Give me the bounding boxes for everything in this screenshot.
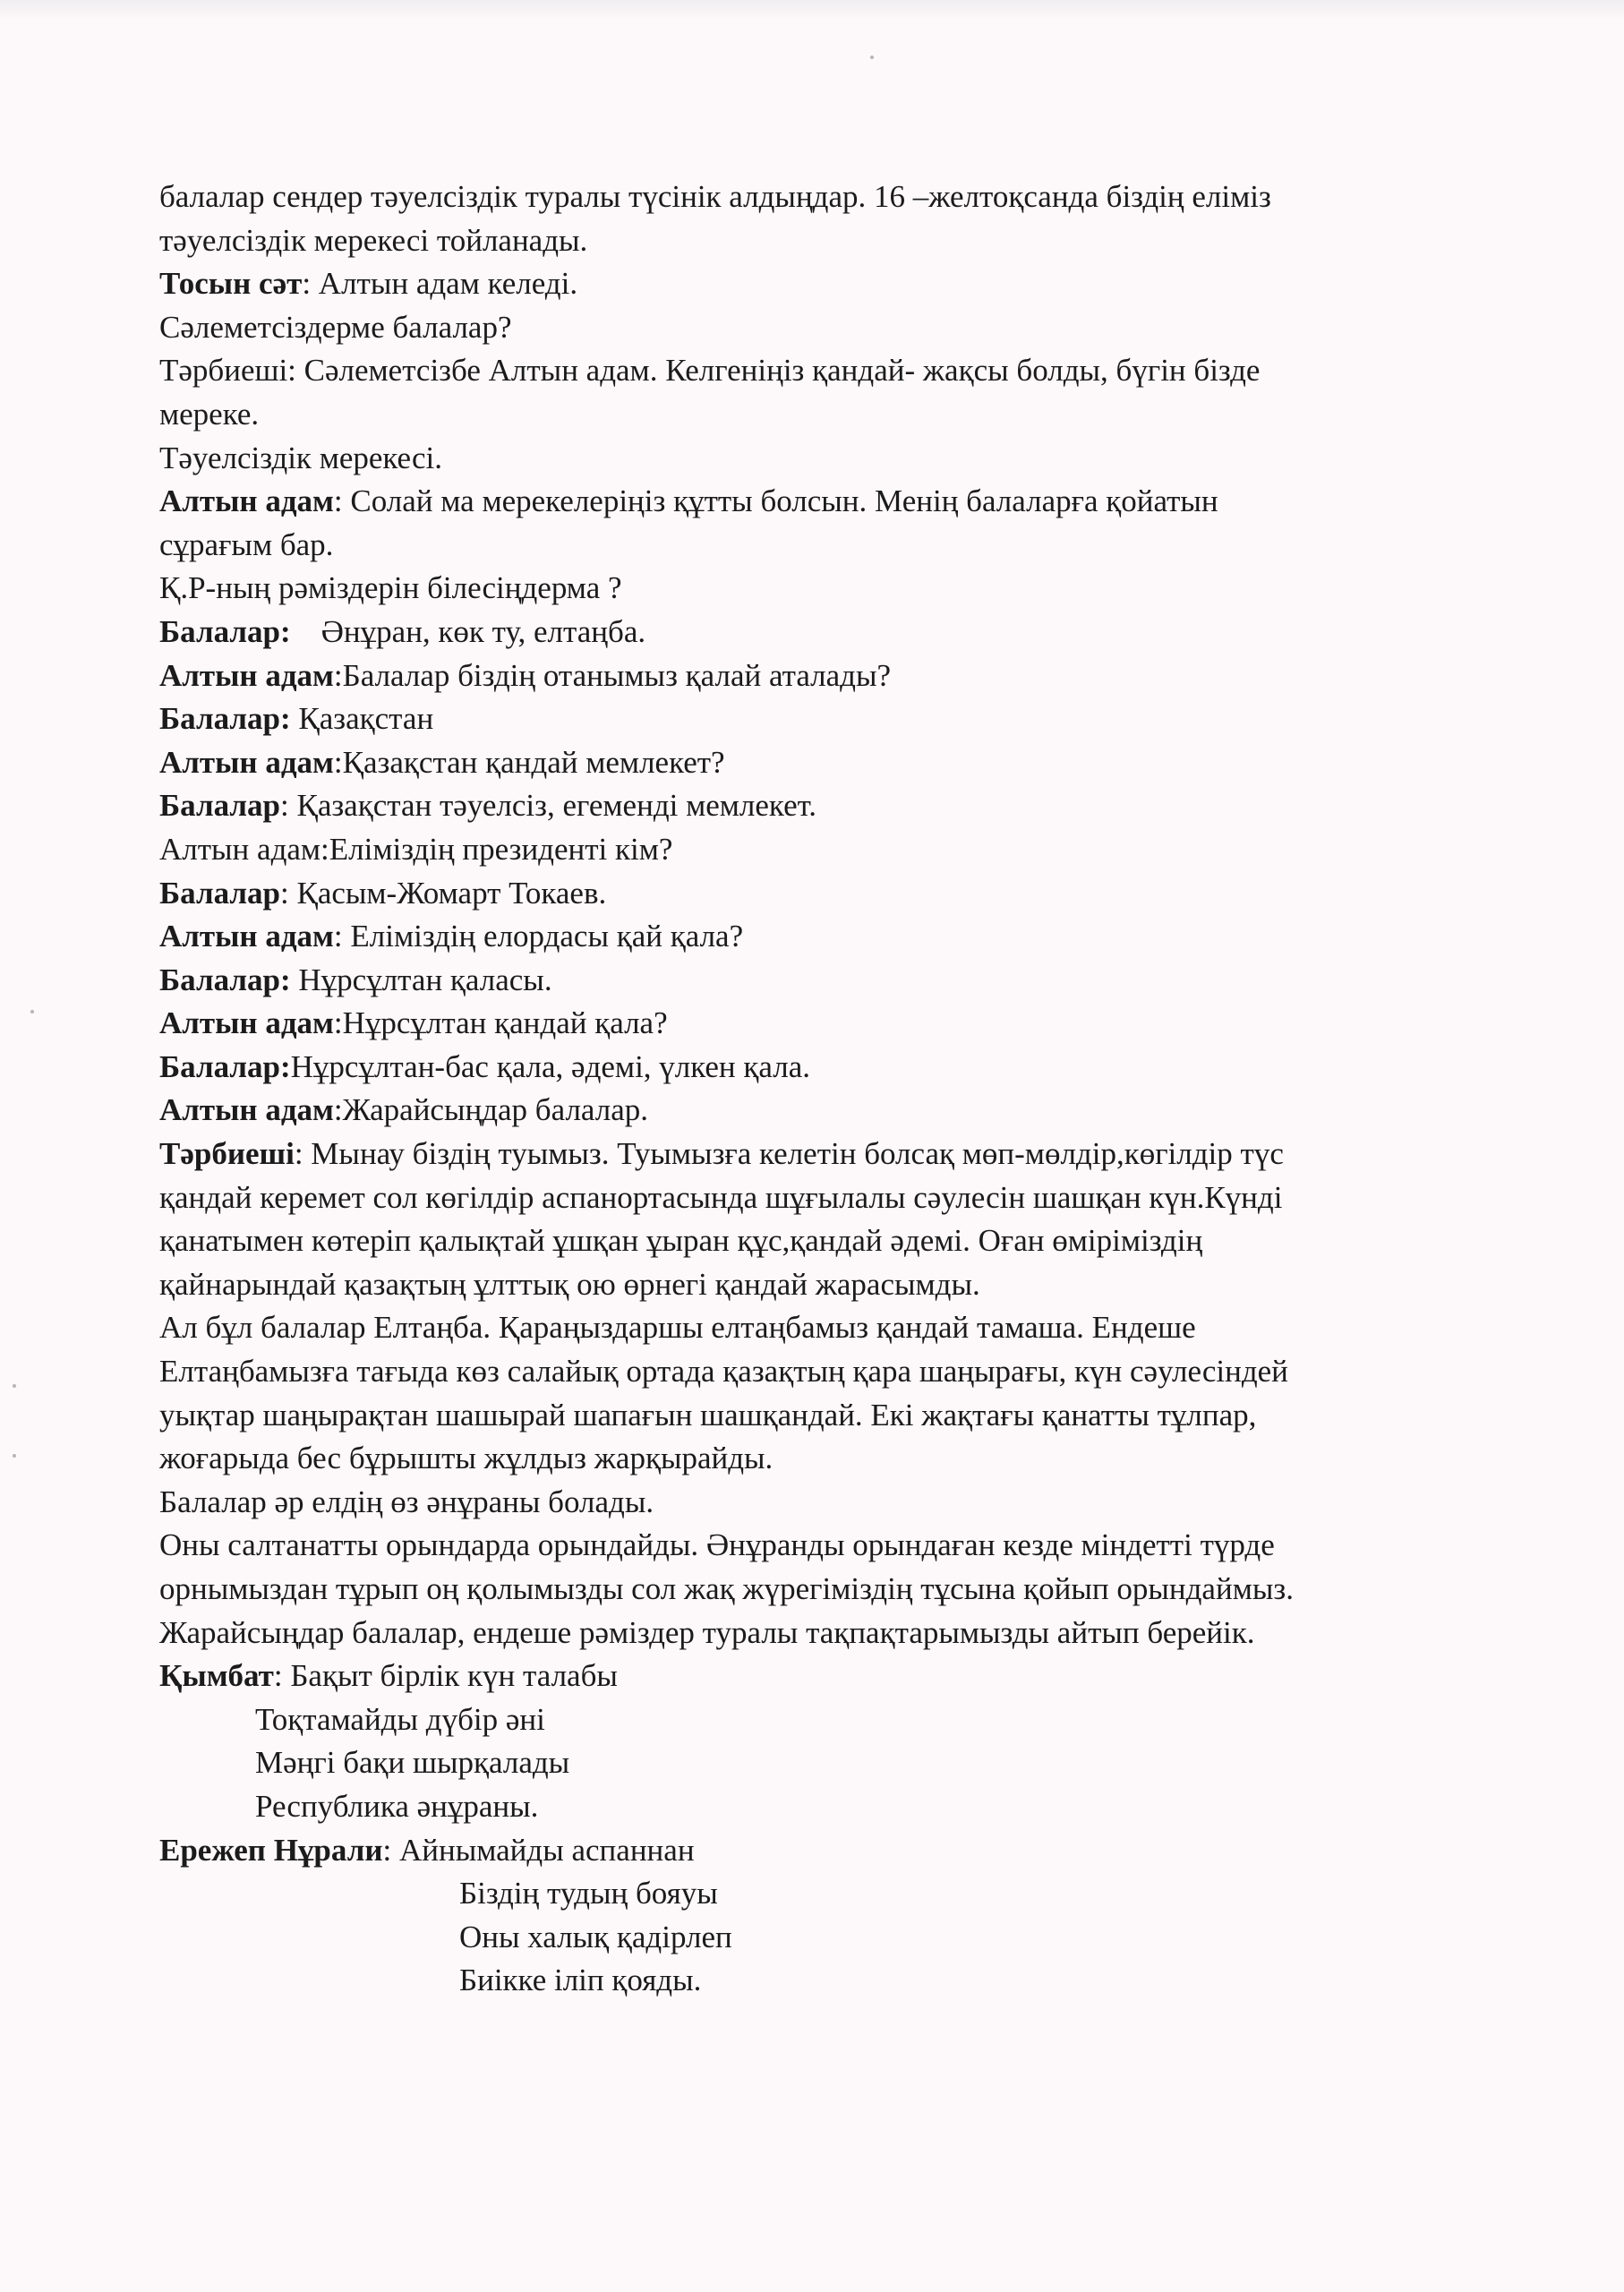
line-text: Тоқтамайды дүбір әні — [255, 1701, 545, 1737]
line-text: : Еліміздің елордасы қай қала? — [333, 919, 744, 954]
line-text: мереке. — [159, 396, 260, 432]
dialogue-line — [159, 741, 1556, 785]
line-text: Тәрбиеші: Сәлеметсізбе Алтын адам. Келгеніңіз қандай- жақсы болды, бүгін бізде — [159, 353, 1261, 389]
text-line — [159, 1698, 1556, 1742]
text-line — [159, 1481, 1556, 1525]
line-text: жоғарыда бес бұрышты жұлдыз жарқырайды. — [159, 1441, 774, 1476]
text-line — [159, 1785, 1556, 1829]
line-text: Мәңгі бақи шырқалады — [255, 1745, 570, 1781]
line-text: Жарайсыңдар балалар, ендеше рәміздер туралы тақпақтарымызды айтып берейік. — [159, 1614, 1255, 1650]
line-text: : Солай ма мерекелеріңіз құтты болсын. Менің балаларға қойатын — [333, 483, 1218, 519]
line-text: Тәуелсіздік мерекесі. — [159, 440, 442, 475]
line-text: орнымыздан тұрып оң қолымызды сол жақ жүрегіміздің тұсына қойып орындаймыз. — [159, 1571, 1294, 1606]
dialogue-line — [159, 1002, 1556, 1046]
dialogue-line — [159, 654, 1556, 698]
speaker-name: Алтын адам — [159, 483, 334, 519]
text-line — [159, 1959, 1556, 2003]
speaker-name: Балалар — [159, 788, 280, 824]
dialogue-line — [159, 1133, 1556, 1176]
speaker-name: Алтын адам — [159, 1005, 334, 1041]
line-text: : Қасым-Жомарт Токаев. — [280, 875, 607, 911]
line-text: балалар сендер тәуелсіздік туралы түсінік алдыңдар. 16 –желтоқсанда біздің еліміз — [159, 179, 1271, 214]
speaker-name: Балалар — [159, 875, 280, 911]
line-text: Елтаңбамызға тағыда көз салайық ортада қазақтың қара шаңырағы, күн сәулесіндей — [159, 1354, 1288, 1390]
line-text: :Жарайсыңдар балалар. — [333, 1092, 648, 1128]
text-line — [159, 437, 1556, 481]
scan-speck — [30, 1010, 34, 1013]
document-body — [159, 175, 1556, 2003]
text-line — [159, 175, 1556, 219]
text-line — [159, 1872, 1556, 1916]
line-text: тәуелсіздік мерекесі тойланады. — [159, 222, 588, 258]
dialogue-line — [159, 784, 1556, 828]
dialogue-line — [159, 959, 1556, 1003]
dialogue-line — [159, 262, 1556, 306]
text-line — [159, 1306, 1556, 1350]
speaker-name: Алтын адам — [159, 1092, 334, 1128]
speaker-name: Алтын адам — [159, 744, 334, 780]
speaker-name: Алтын адам — [159, 657, 334, 693]
dialogue-line — [159, 611, 1556, 654]
line-text: Нұрсұлтан-бас қала, әдемі, үлкен қала. — [290, 1048, 811, 1084]
text-line — [159, 1176, 1556, 1220]
line-text: Республика әнұраны. — [255, 1788, 539, 1824]
line-text: қайнарындай қазақтың ұлттық ою өрнегі қандай жарасымды. — [159, 1266, 980, 1302]
speaker-name: Ережеп Нұрали — [159, 1832, 383, 1868]
text-line — [159, 1741, 1556, 1785]
text-line — [159, 1350, 1556, 1394]
text-line — [159, 1219, 1556, 1263]
scan-speck — [870, 56, 874, 59]
dialogue-line — [159, 1046, 1556, 1090]
line-text: :Балалар біздің отанымыз қалай аталады? — [333, 657, 892, 693]
line-text: уықтар шаңырақтан шашырай шапағын шашқандай. Екі жақтағы қанатты тұлпар, — [159, 1397, 1257, 1432]
speaker-name: Балалар: — [159, 962, 291, 997]
speaker-name: Алтын адам — [159, 919, 334, 954]
line-text: сұрағым бар. — [159, 526, 334, 562]
scan-speck — [13, 1384, 16, 1388]
dialogue-line — [159, 1829, 1556, 1873]
text-line — [159, 524, 1556, 568]
text-line — [159, 349, 1556, 393]
line-text: Сәлеметсіздерме балалар? — [159, 309, 512, 345]
line-text: Нұрсұлтан қаласы. — [290, 962, 552, 997]
line-text: Қазақстан — [290, 701, 434, 737]
speaker-name: Балалар: — [159, 701, 291, 737]
line-text: :Нұрсұлтан қандай қала? — [333, 1005, 668, 1041]
scan-top-edge — [0, 0, 1624, 20]
scan-speck — [13, 1454, 16, 1458]
line-text: Оны салтанатты орындарда орындайды. Әнұранды орындаған кезде міндетті түрде — [159, 1527, 1275, 1563]
dialogue-line — [159, 1089, 1556, 1133]
line-text: Әнұран, көк ту, елтаңба. — [321, 613, 646, 649]
line-text: қандай керемет сол көгілдір аспанортасында шұғылалы сәулесін шашқан күн.Күнді — [159, 1179, 1283, 1215]
text-line — [159, 393, 1556, 437]
dialogue-line — [159, 697, 1556, 741]
line-text: қанатымен көтеріп қалықтай ұшқан ұыран құс,қандай әдемі. Оған өміріміздің — [159, 1223, 1203, 1259]
speaker-name: Тәрбиеші — [159, 1136, 295, 1172]
text-line — [159, 1568, 1556, 1612]
speaker-name: Балалар: — [159, 613, 291, 649]
text-line — [159, 828, 1556, 872]
speaker-name: Қымбат — [159, 1658, 274, 1694]
line-text: Алтын адам:Еліміздің президенті кім? — [159, 831, 673, 867]
dialogue-line — [159, 872, 1556, 916]
text-line — [159, 219, 1556, 263]
line-text: :Қазақстан қандай мемлекет? — [333, 744, 725, 780]
line-text: Біздің тудың бояуы — [459, 1876, 718, 1911]
dialogue-line — [159, 1655, 1556, 1698]
speaker-name: Тосын сәт — [159, 266, 303, 302]
line-text: Ал бұл балалар Елтаңба. Қараңыздаршы елтаңбамыз қандай тамаша. Ендеше — [159, 1310, 1196, 1346]
line-text: Қ.Р-ның рәміздерін білесіңдерма ? — [159, 570, 622, 606]
line-text: Балалар әр елдің өз әнұраны болады. — [159, 1484, 654, 1519]
line-text: : Қазақстан тәуелсіз, егеменді мемлекет. — [280, 788, 817, 824]
dialogue-line — [159, 915, 1556, 959]
text-line — [159, 1394, 1556, 1438]
line-text: : Алтын адам келеді. — [302, 266, 578, 302]
text-line — [159, 1437, 1556, 1481]
line-text: : Айнымайды аспаннан — [382, 1832, 695, 1868]
line-text: : Бақыт бірлік күн талабы — [273, 1658, 618, 1694]
text-line — [159, 1263, 1556, 1307]
text-line — [159, 306, 1556, 350]
text-line — [159, 1916, 1556, 1960]
text-line — [159, 1524, 1556, 1568]
speaker-name: Балалар: — [159, 1048, 291, 1084]
line-text: : Мынау біздің туымыз. Туымызға келетін болсақ мөп-мөлдір,көгілдір түс — [294, 1136, 1284, 1172]
dialogue-line — [159, 480, 1556, 524]
text-line — [159, 1612, 1556, 1655]
line-text: Оны халық қадірлеп — [459, 1919, 732, 1954]
line-text: Биікке іліп қояды. — [459, 1963, 702, 1998]
text-line — [159, 567, 1556, 611]
